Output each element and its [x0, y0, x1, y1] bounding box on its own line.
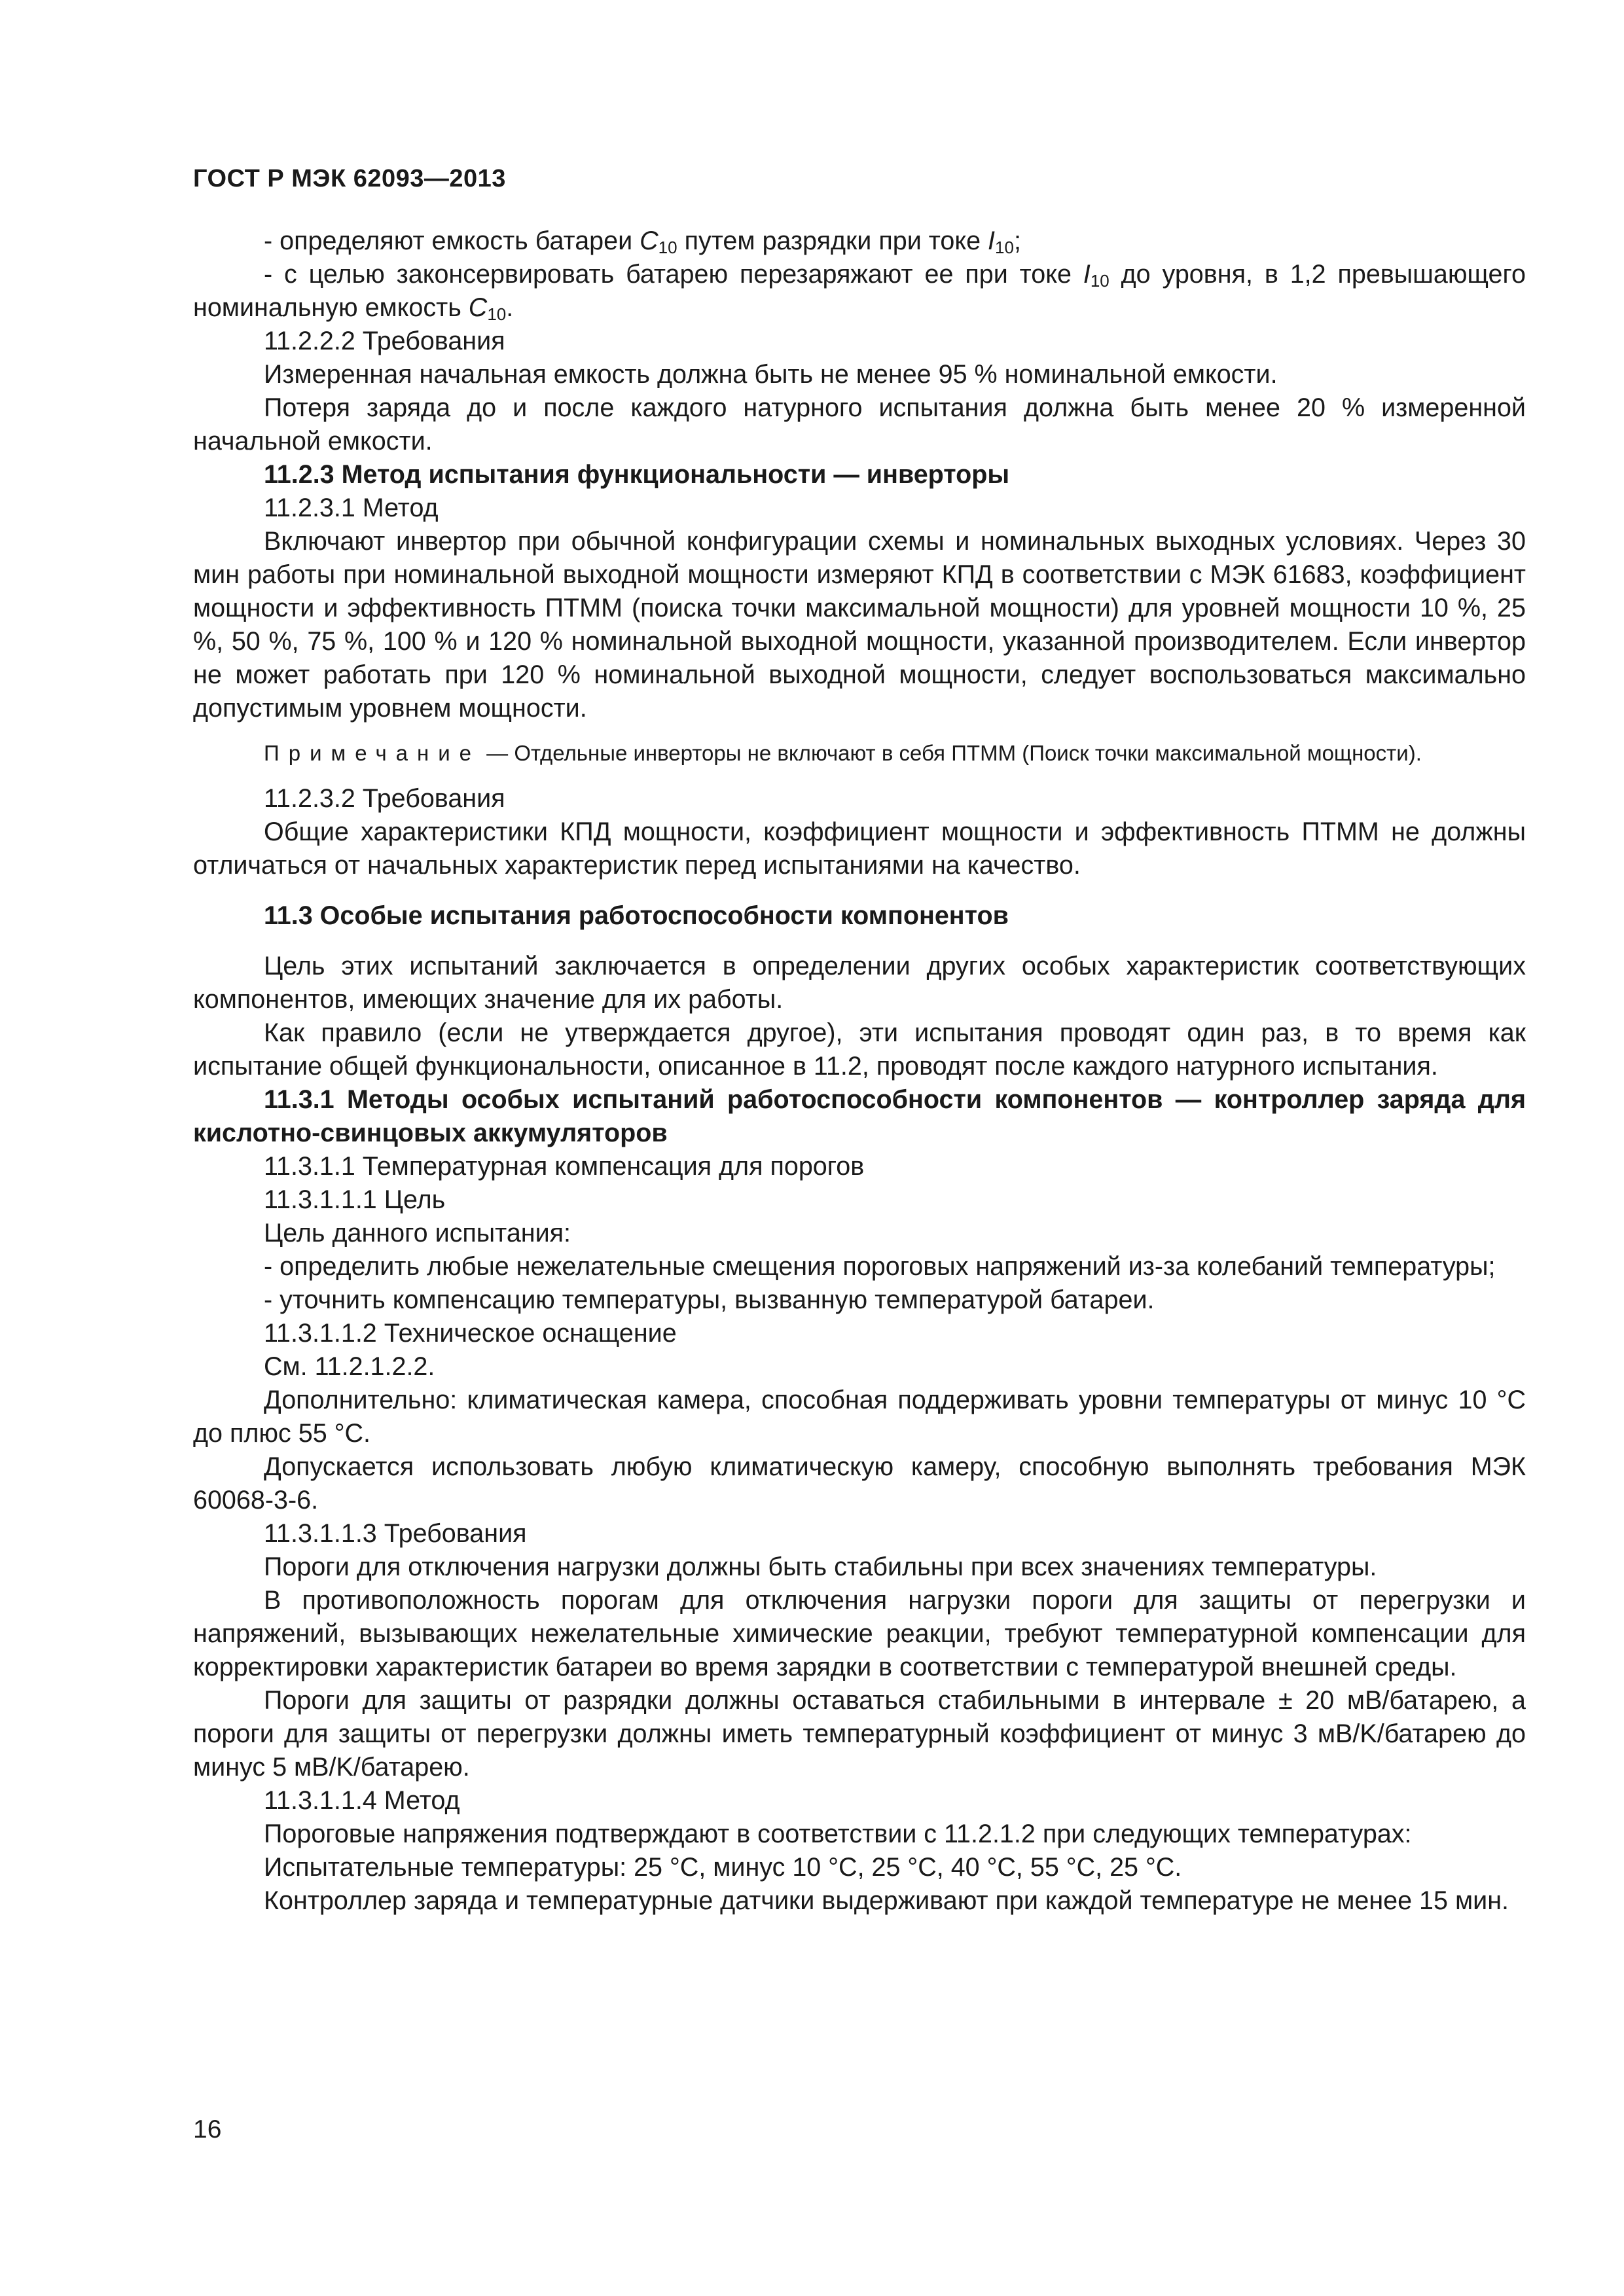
paragraph: Цель этих испытаний заключается в определении других особых характеристик соответствующих компонентов, имеющих значение для их работы. — [193, 952, 1526, 1014]
note-text: — Отдельные инверторы не включают в себя ПТММ (Поиск точки максимальной мощности). — [480, 741, 1422, 765]
paragraph: Включают инвертор при обычной конфигурации схемы и номинальных выходных условиях. Через 30 мин работы при номинальной выходной мощности измеряют КПД в соответствии с МЭК 61683, коэффициент мощности и эффективность ПТММ (поиска точки максимальной мощности) для уровней мощности 10 %, 25 %, 50 %, 75 %, 100 % и 120 % номинальной выходной мощности, указанной производителем. Если инвертор не может работать при 120 % номинальной выходной мощности, следует воспользоваться максимально допустимым уровнем мощности. — [193, 527, 1526, 723]
subsection-heading: 11.3.1.1.1 Цель — [264, 1185, 446, 1214]
subsection-heading: 11.3.1.1.4 Метод — [264, 1786, 460, 1815]
paragraph: Измеренная начальная емкость должна быть не менее 95 % номинальной емкости. — [264, 360, 1278, 389]
paragraph: Пороги для отключения нагрузки должны быть стабильны при всех значениях температуры. — [264, 1552, 1377, 1581]
section-heading: 11.3.1 Методы особых испытаний работоспособности компонентов — контроллер заряда для кислотно-свинцовых аккумуляторов — [193, 1085, 1526, 1147]
paragraph: Пороговые напряжения подтверждают в соответствии с 11.2.1.2 при следующих температурах: — [264, 1820, 1412, 1848]
paragraph: См. 11.2.1.2.2. — [264, 1352, 435, 1381]
section-heading: 11.2.3 Метод испытания функциональности — инверторы — [264, 460, 1010, 489]
page-body — [193, 224, 1526, 1918]
page-header: ГОСТ Р МЭК 62093—2013 — [193, 165, 506, 192]
paragraph: Дополнительно: климатическая камера, способная поддерживать уровни температуры от минус 10 °C до плюс 55 °C. — [193, 1386, 1526, 1448]
paragraph: - с целью законсервировать батарею перезаряжают ее при токе $I_{10}$ до уровня, в 1,2 превышающего номинальную емкость $C_{10}$. — [193, 260, 1526, 324]
note — [193, 738, 1526, 768]
paragraph: Потеря заряда до и после каждого натурного испытания должна быть менее 20 % измеренной начальной емкости. — [193, 393, 1526, 456]
paragraph: Пороги для защиты от разрядки должны оставаться стабильными в интервале ± 20 мВ/батарею, а пороги для защиты от перегрузки должны иметь температурный коэффициент от минус 3 мВ/K/батарею до минус 5 мВ/K/батарею. — [193, 1686, 1526, 1782]
paragraph: Общие характеристики КПД мощности, коэффициент мощности и эффективность ПТММ не должны отличаться от начальных характеристик перед испытаниями на качество. — [193, 817, 1526, 880]
paragraph: - определяют емкость батареи $C_{10}$ путем разрядки при токе $I_{10}$; — [264, 226, 1021, 257]
subsection-heading: 11.3.1.1 Температурная компенсация для порогов — [264, 1152, 865, 1181]
subsection-heading: 11.2.3.1 Метод — [264, 493, 439, 522]
subsection-heading: 11.3.1.1.3 Требования — [264, 1519, 527, 1548]
paragraph: Как правило (если не утверждается другое), эти испытания проводят один раз, в то время как испытание общей функциональности, описанное в 11.2, проводят после каждого натурного испытания. — [193, 1018, 1526, 1081]
paragraph: Цель данного испытания: — [264, 1219, 571, 1247]
page-number: 16 — [193, 2115, 222, 2144]
subsection-heading: 11.3.1.1.2 Техническое оснащение — [264, 1319, 677, 1348]
paragraph: Контроллер заряда и температурные датчики выдерживают при каждой температуре не менее 15 мин. — [264, 1886, 1509, 1915]
subsection-heading: 11.2.2.2 Требования — [264, 327, 505, 355]
paragraph: В противоположность порогам для отключения нагрузки пороги для защиты от перегрузки и напряжений, вызывающих нежелательные химические реакции, требуют температурной компенсации для корректировки характеристик батареи во время зарядки в соответствии с температурой внешней среды. — [193, 1586, 1526, 1681]
list-item: - уточнить компенсацию температуры, вызванную температурой батареи. — [264, 1285, 1155, 1314]
note-label: Примечание — [264, 741, 481, 765]
subsection-heading: 11.2.3.2 Требования — [264, 784, 505, 813]
section-heading: 11.3 Особые испытания работоспособности компонентов — [264, 901, 1009, 930]
paragraph: Допускается использовать любую климатическую камеру, способную выполнять требования МЭК 60068-3-6. — [193, 1452, 1526, 1515]
list-item: - определить любые нежелательные смещения пороговых напряжений из-за колебаний температуры; — [264, 1252, 1496, 1281]
paragraph: Испытательные температуры: 25 °C, минус 10 °C, 25 °C, 40 °C, 55 °C, 25 °C. — [264, 1853, 1182, 1882]
